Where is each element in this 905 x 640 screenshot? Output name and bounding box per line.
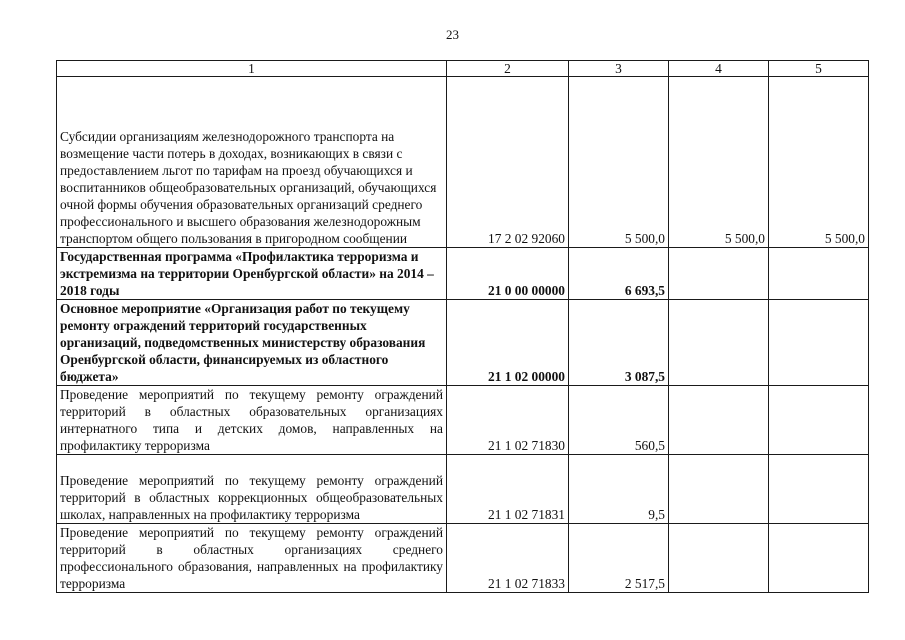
column-header-2: 2 <box>447 61 569 77</box>
row-description: Проведение мероприятий по текущему ремонту ограждений территорий в областных коррекционных общеобразовательных школах, направленных на профилактику терроризма <box>57 455 447 524</box>
table-row <box>57 386 869 455</box>
row-value-col3: 9,5 <box>569 455 669 524</box>
table-header-row <box>57 61 869 77</box>
row-value-col3: 560,5 <box>569 386 669 455</box>
table-row <box>57 300 869 386</box>
column-header-1: 1 <box>57 61 447 77</box>
row-value-col5 <box>769 386 869 455</box>
row-code: 17 2 02 92060 <box>447 77 569 248</box>
row-description: Основное мероприятие «Организация работ по текущему ремонту ограждений территорий государственных организаций, подведомственных министерству образования Оренбургской области, финансируемых из областного бюджета» <box>57 300 447 386</box>
row-value-col3: 5 500,0 <box>569 77 669 248</box>
row-description: Субсидии организациям железнодорожного транспорта на возмещение части потерь в доходах, возникающих в связи с предоставлением льгот по тарифам на проезд обучающихся и воспитанников общеобразовательных организаций, обучающихся очной формы обучения образовательных организаций среднего профессионального и высшего образования железнодорожным транспортом общего пользования в пригородном сообщении <box>57 77 447 248</box>
budget-table <box>56 60 869 593</box>
row-value-col5 <box>769 300 869 386</box>
row-code: 21 0 00 00000 <box>447 248 569 300</box>
row-value-col5 <box>769 524 869 593</box>
table-row <box>57 455 869 524</box>
row-value-col5 <box>769 455 869 524</box>
column-header-3: 3 <box>569 61 669 77</box>
row-code: 21 1 02 00000 <box>447 300 569 386</box>
row-value-col4 <box>669 524 769 593</box>
table-row <box>57 524 869 593</box>
row-value-col3: 3 087,5 <box>569 300 669 386</box>
page-number: 23 <box>446 27 459 42</box>
row-code: 21 1 02 71830 <box>447 386 569 455</box>
row-value-col3: 2 517,5 <box>569 524 669 593</box>
row-value-col4 <box>669 248 769 300</box>
row-value-col4 <box>669 386 769 455</box>
row-description: Проведение мероприятий по текущему ремонту ограждений территорий в областных организациях среднего профессионального образования, направленных на профилактику терроризма <box>57 524 447 593</box>
row-value-col4 <box>669 300 769 386</box>
table-row <box>57 248 869 300</box>
row-value-col3: 6 693,5 <box>569 248 669 300</box>
row-description: Проведение мероприятий по текущему ремонту ограждений территорий в областных образовательных организациях интернатного типа и детских домов, направленных на профилактику терроризма <box>57 386 447 455</box>
row-value-col4: 5 500,0 <box>669 77 769 248</box>
column-header-4: 4 <box>669 61 769 77</box>
row-code: 21 1 02 71833 <box>447 524 569 593</box>
row-code: 21 1 02 71831 <box>447 455 569 524</box>
row-value-col4 <box>669 455 769 524</box>
row-description: Государственная программа «Профилактика терроризма и экстремизма на территории Оренбургской области» на 2014 – 2018 годы <box>57 248 447 300</box>
table-row <box>57 77 869 248</box>
row-value-col5: 5 500,0 <box>769 77 869 248</box>
column-header-5: 5 <box>769 61 869 77</box>
row-value-col5 <box>769 248 869 300</box>
